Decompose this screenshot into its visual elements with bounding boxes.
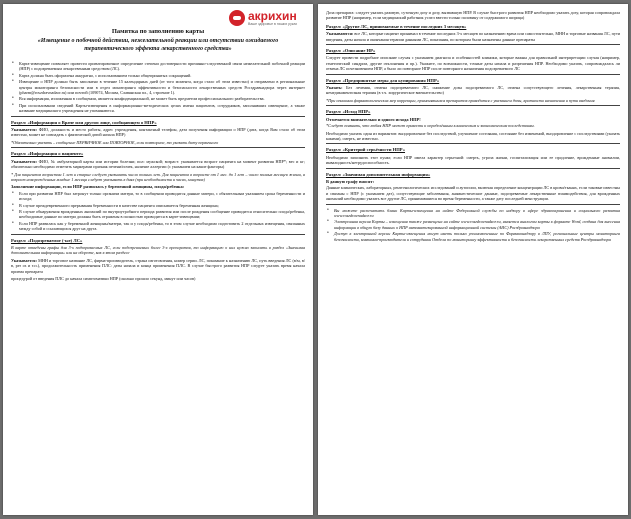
divider: [326, 105, 620, 106]
section-header-seriousness: Раздел: «Критерий серьёзности НПР»: [326, 147, 406, 153]
divider: [11, 116, 305, 117]
resource-item: • Доступ к электронной версии Карты-извещения могут иметь только уполномоченные по Фармаконадзору в ЛПУ, региональные центры мониторинга безопасности, компании-производители и сотрудники Отдела по мониторингу эффективности и безопасности лекарственных средств Росздравнадзора: [326, 231, 620, 242]
section-body: Необходимо указать один из вариантов: выздоровление без последствий, улучшение состояния, состояние без изменений, выздоровление с последствиями (указать какими), смерть, не известно.: [326, 130, 620, 141]
divider: [11, 147, 305, 148]
resource-item: • Электронная версия Карты – извещения также размещена на сайте www.roszdravnadzor.ru, является аналогом карты в формате Word, создана для внесения информации в общую базу данных о НПР автоматизированной информационной системы (АИС) Росздравнадзора: [326, 219, 620, 230]
section-header-suspected-drugs: Раздел: «Подозреваемое (-ые) ЛС»: [11, 237, 83, 243]
section-note: * Для пациентов возрастом 1 лет и старше следует указывать число полных лет. Для пациентов в возрасте от 1 мес. до 1 лет – число полных месяцев жизни, а возраст новорожденных младше 1 месяца следует указывать в днях (при необходимости и часах, минутах): [11, 171, 305, 182]
divider: [326, 74, 620, 75]
resource-item: • Вы можете распечатать бланк Карты-извещения на сайте Федеральной службы по надзору в сфере здравоохранения и социального развития www.roszdravnadzor.ru: [326, 208, 620, 219]
divider: [326, 143, 620, 144]
section-label: Указать:: [326, 85, 343, 91]
section-label: Указывается:: [11, 158, 37, 164]
pregnancy-list: [11, 191, 305, 232]
dose-paragraph: Доза препарата: следует указать разовую, суточную дозу и дозу, вызвавшую НПР. В случае быстрого развития НПР необходимо указать дозу, которая сопровождала развитие НПР (например, если медицинский работник успел ввести только половину от содержимого шприца): [326, 10, 620, 21]
section-header-additional-info: Раздел: «Значимая дополнительная информация»: [326, 171, 431, 177]
section-text: [326, 31, 620, 42]
pregnancy-item: • Если НПР развилась как у беременной женщины/матери, так и у плода/ребенка, то в этом случае необходимо подготовить 2 отдельных извещения, связанных между собой и ссылающихся друг на друга.: [11, 221, 305, 232]
section-body: процедурой от введения ПЛС до начала симптоматики НПР (сколько прошло секунд, минут или часов): [11, 276, 196, 281]
akrikhin-logo: [229, 9, 305, 29]
section-label: Указывается:: [11, 257, 37, 263]
pregnancy-item: • В случае обнаружения врожденных аномалий по внутриутробного периода развития или после рождения сообщение приводится относительно плода/ребенка, необходимые данные по матери должны быть отражены в полностью приводится в карте-извещении;: [11, 209, 305, 220]
section-note: *Следует помнить, что любая НПР может привести к определённым клиническим и экономическим последствиям.: [326, 123, 535, 129]
section-label: Указываются:: [326, 31, 354, 37]
section-body: Необходимо заполнить этот пункт, если НПР имела характер серьезной: смерть, угроза жизни, госпитализация или ее продление, врожденные аномалии, инвалидность/нетрудоспособность.: [326, 154, 620, 166]
section-text: [11, 159, 305, 170]
section-body: ФИО, № амбулаторной карты или истории болезни; пол: мужской; возраст: указывается возраст пациента на момент развития НПР*; вес и кг; обязательно необходимо отметить маркерами признак печени/почек, наличие аллергии (с указанием на какие факторы): [11, 158, 305, 170]
intro-item: • При использовании сведений Карты-извещения в информационно-методических целях имена пациентов, сотрудников, заполнявших извещение, а также название медицинского учреждения не упоминаются.: [11, 103, 305, 114]
divider: [326, 168, 620, 169]
pregnancy-item: • В случае преждевременного прерывания беременности в качестве пациента описывается беременная женщина;: [11, 203, 305, 208]
page-2-content: [326, 10, 620, 243]
section-body: Без лечения, отмена подозреваемого ЛС, снижение дозы подозреваемого ЛС, отмена сопутствующего лечения, лекарственная терапия, немедикаментозная терапия (в т.ч. хирургическое вмешательство): [326, 85, 621, 96]
divider: [326, 204, 620, 205]
section-text: [11, 127, 305, 138]
document-title: Памятка по заполнению карты: [111, 28, 205, 35]
section-text: [11, 258, 305, 274]
section-header-patient: Раздел: «Информация о пациенте»: [11, 151, 84, 157]
akrikhin-logo-icon: [229, 10, 245, 26]
pregnancy-item: • Если при развитии НПР был затронут только организм матери, то в сообщении приводятся данные матери, с обязательным указанием срока беременности и исхода;: [11, 191, 305, 202]
section-header-other-drugs: Раздел: «Другие ЛС, принимаемые в течение последних 3 месяцев»: [326, 23, 467, 29]
section-body: ФИО, должность и место работы, адрес учреждения, контактный телефон, дата получения информации о НПР (дата, когда Вам стало об этом известно, может не совпадать с фактической датой начала НПР): [11, 127, 305, 138]
page-1-content: [11, 61, 305, 283]
section-note: *Обязательно указать – сообщение ПЕРВИЧНОЕ или ПОВТОРНОЕ, если повторное, то указать дату первичного: [11, 139, 219, 145]
intro-item: • Карта-извещение позволяет провести ориентировочное определение степени достоверности причинно-следственной связи нежелательной побочной реакции (НПР) с подозреваемым лекарственным средством (ЛС).: [11, 61, 305, 72]
intro-item: • Карта должна быть оформлена аккуратно, с использованием только общепринятых сокращений.: [11, 73, 305, 78]
pregnancy-subheader: Заполнение информации, если НПР развилась у беременной женщины, плода/ребенка:: [11, 184, 185, 190]
outcome-subheader: Отмечается внимательно и одного исхода НПР!: [326, 116, 421, 122]
section-header-outcome: Раздел: «Исход НПР»: [326, 109, 371, 115]
section-header-reporter: Раздел: «Информация о Враче или другом лице, сообщающем о НПР»: [11, 119, 157, 125]
logo-tagline: Ваше здоровье в наших руках: [248, 22, 298, 26]
intro-list: [11, 61, 305, 114]
logo-text: акрихин: [248, 9, 297, 23]
page-2: [318, 4, 628, 515]
additional-subheader: В данную графу вносят:: [326, 178, 375, 184]
page-1: [3, 4, 313, 515]
section-body: все ЛС, которые пациент принимал в течение последних 3-х месяцев по назначению врача или самостоятельно, МНН и торговые названия ЛС, пути введения, даты начала и окончания терапии данными ЛС, показания, по которым были назначены данные препараты: [326, 31, 621, 42]
section-body: Следует привести подробное описание случая с указанием диагноза и особенностей клиники, которые важны для правильной интерпретации случая (например, генетический синдром, другие отклонения и пр.). Укажите, по возможности, точные даты начала и разрешения НПР. Необходимо указать, сопровождалась ли отмена ЛС исчезновением НПР, а было ли повторное НПР после повторного назначения подозреваемого ЛС: [326, 55, 620, 72]
section-label: Указывается:: [11, 127, 37, 133]
section-text: [326, 85, 620, 96]
document-subtitle: «Извещение о побочной действии, нежелательной реакции или отсутствии ожидаемого терапевтического эффекта лекарственного средства»: [37, 38, 279, 52]
intro-item: • Вся информация, изложенная в сообщении, является конфиденциальной, не может быть предметом профессионального разбирательства.: [11, 96, 305, 101]
section-note: *При описании фармакологических мер коррекции, применявшихся препаратов приводится с указанием дозы, кратности назначения и пути введения: [326, 97, 595, 103]
section-body: Данные клинических, лабораторных, рентгенологических исследований и аутопсии, включая определение концентрации ЛС в крови/тканях, если таковые известны и связаны с НПР (с указанием дат), сопутствующие заболевания, анамнестические данные, подозреваемые лекарственные взаимодействия, для врожденных аномалий необходимо указать все другие ЛС, принимавшиеся во время беременности, а также дату последней менструации.: [326, 185, 620, 202]
intro-item: • Извещение о НПР должно быть заполнено в течение 15 календарных дней (от того момента, когда стало об этом известно) и отправлено в региональные центры мониторинга безопасности или в отдел мониторинга эффективности и безопасности лекарственных средств Росздравнадзора через интернет (pharm@roszdravnadzor.ru) или почтой (109074, Москва, Славянская пл., 4, строение 1).: [11, 79, 305, 95]
section-header-measures: Раздел: «Предпринятые меры для купирования НПР»: [326, 77, 440, 83]
resources-list: [326, 208, 620, 242]
section-header-description: Раздел: «Описание НР»: [326, 48, 376, 54]
divider: [11, 234, 305, 235]
section-body: В карте отведены графы для 3-х подозреваемых ЛС, если подозреваемых более 3-х препаратов, то информацию о них нужно записать в раздел «Значимая дополнительная информация» или на обороте, как в этом разделе: [11, 244, 305, 256]
section-body: МНН и торговое название ЛС, фирма-производитель, страна изготовления, номер серии. ЛС, показание к назначению ЛС, путь введения ЛС (в/м, в/в, per os и т.п.), продолжительность применения ПЛС: даты начала и конца применения ПЛС. В случае быстрого развития НПР следует указать время начала приема препарата: [11, 257, 306, 274]
divider: [326, 44, 620, 45]
